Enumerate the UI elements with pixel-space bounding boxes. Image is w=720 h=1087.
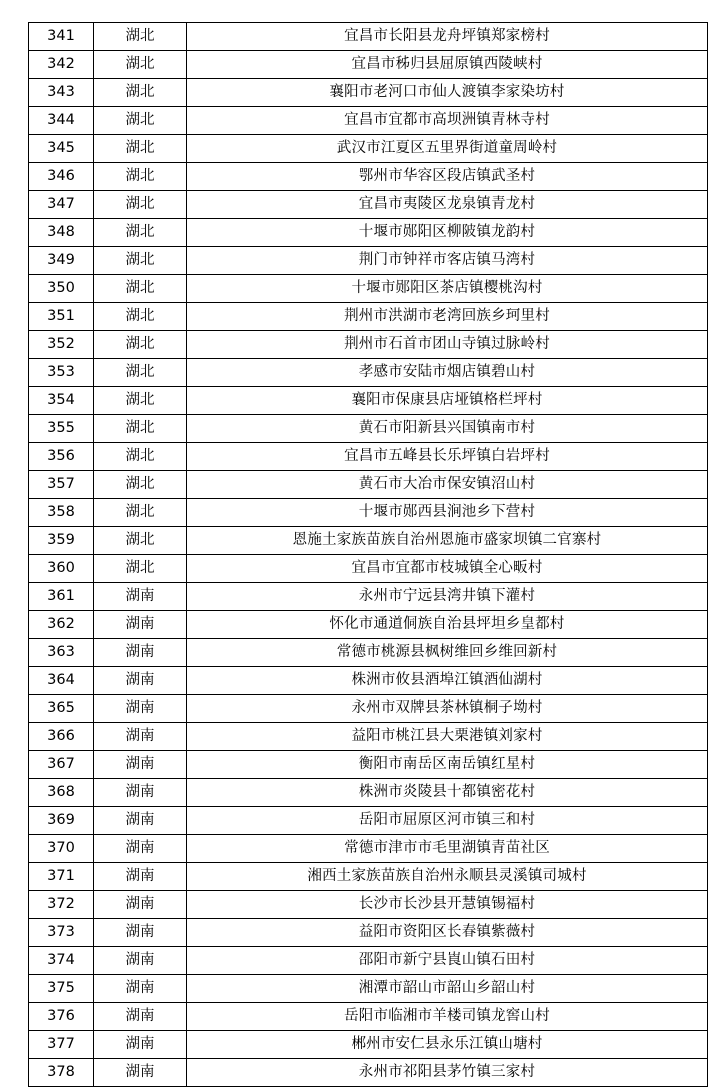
- cell-village-name: 荆门市钟祥市客店镇马湾村: [187, 247, 708, 275]
- cell-province: 湖北: [94, 135, 187, 163]
- cell-village-name: 十堰市郧阳区茶店镇樱桃沟村: [187, 275, 708, 303]
- cell-village-name: 衡阳市南岳区南岳镇红星村: [187, 751, 708, 779]
- cell-index: 361: [29, 583, 94, 611]
- cell-province: 湖北: [94, 247, 187, 275]
- table-row: [29, 555, 708, 583]
- cell-index: 376: [29, 1003, 94, 1031]
- cell-province: 湖南: [94, 779, 187, 807]
- table-row: [29, 835, 708, 863]
- cell-village-name: 株洲市攸县酒埠江镇酒仙湖村: [187, 667, 708, 695]
- cell-province: 湖南: [94, 639, 187, 667]
- cell-village-name: 襄阳市保康县店垭镇格栏坪村: [187, 387, 708, 415]
- cell-village-name: 湘潭市韶山市韶山乡韶山村: [187, 975, 708, 1003]
- cell-province: 湖北: [94, 387, 187, 415]
- cell-province: 湖南: [94, 611, 187, 639]
- cell-village-name: 宜昌市宜都市枝城镇全心畈村: [187, 555, 708, 583]
- table-row: [29, 975, 708, 1003]
- cell-province: 湖南: [94, 807, 187, 835]
- cell-province: 湖北: [94, 527, 187, 555]
- table-row: [29, 667, 708, 695]
- table-row: [29, 611, 708, 639]
- table-row: [29, 695, 708, 723]
- table-row: [29, 163, 708, 191]
- cell-village-name: 宜昌市秭归县屈原镇西陵峡村: [187, 51, 708, 79]
- village-list-table: [28, 22, 708, 1087]
- cell-village-name: 永州市祁阳县茅竹镇三家村: [187, 1059, 708, 1087]
- cell-index: 369: [29, 807, 94, 835]
- cell-index: 357: [29, 471, 94, 499]
- table-row: [29, 1003, 708, 1031]
- table-row: [29, 331, 708, 359]
- table-row: [29, 947, 708, 975]
- cell-village-name: 武汉市江夏区五里界街道童周岭村: [187, 135, 708, 163]
- cell-index: 375: [29, 975, 94, 1003]
- cell-village-name: 宜昌市五峰县长乐坪镇白岩坪村: [187, 443, 708, 471]
- cell-province: 湖南: [94, 723, 187, 751]
- table-row: [29, 247, 708, 275]
- cell-index: 346: [29, 163, 94, 191]
- table-body: [29, 23, 708, 1087]
- table-row: [29, 723, 708, 751]
- cell-village-name: 荆州市石首市团山寺镇过脉岭村: [187, 331, 708, 359]
- table-row: [29, 135, 708, 163]
- table-row: [29, 443, 708, 471]
- cell-index: 355: [29, 415, 94, 443]
- cell-province: 湖南: [94, 1031, 187, 1059]
- cell-village-name: 益阳市桃江县大栗港镇刘家村: [187, 723, 708, 751]
- table-row: [29, 107, 708, 135]
- table-row: [29, 779, 708, 807]
- cell-province: 湖南: [94, 919, 187, 947]
- cell-province: 湖北: [94, 499, 187, 527]
- table-row: [29, 471, 708, 499]
- cell-village-name: 孝感市安陆市烟店镇碧山村: [187, 359, 708, 387]
- table-row: [29, 387, 708, 415]
- cell-province: 湖北: [94, 219, 187, 247]
- cell-province: 湖北: [94, 191, 187, 219]
- cell-index: 368: [29, 779, 94, 807]
- cell-index: 344: [29, 107, 94, 135]
- cell-index: 343: [29, 79, 94, 107]
- table-row: [29, 191, 708, 219]
- cell-index: 354: [29, 387, 94, 415]
- cell-province: 湖北: [94, 303, 187, 331]
- cell-province: 湖南: [94, 835, 187, 863]
- cell-index: 360: [29, 555, 94, 583]
- cell-village-name: 湘西土家族苗族自治州永顺县灵溪镇司城村: [187, 863, 708, 891]
- cell-village-name: 岳阳市临湘市羊楼司镇龙窖山村: [187, 1003, 708, 1031]
- cell-index: 374: [29, 947, 94, 975]
- cell-province: 湖南: [94, 1003, 187, 1031]
- cell-index: 359: [29, 527, 94, 555]
- cell-province: 湖北: [94, 163, 187, 191]
- table-row: [29, 863, 708, 891]
- cell-index: 366: [29, 723, 94, 751]
- cell-index: 371: [29, 863, 94, 891]
- cell-village-name: 十堰市郧西县涧池乡下营村: [187, 499, 708, 527]
- table-row: [29, 751, 708, 779]
- table-row: [29, 499, 708, 527]
- cell-village-name: 宜昌市长阳县龙舟坪镇郑家榜村: [187, 23, 708, 51]
- table-row: [29, 639, 708, 667]
- cell-index: 351: [29, 303, 94, 331]
- cell-index: 342: [29, 51, 94, 79]
- cell-province: 湖北: [94, 79, 187, 107]
- table-row: [29, 919, 708, 947]
- cell-province: 湖南: [94, 1059, 187, 1087]
- cell-province: 湖北: [94, 275, 187, 303]
- cell-province: 湖北: [94, 555, 187, 583]
- table-row: [29, 303, 708, 331]
- cell-index: 356: [29, 443, 94, 471]
- cell-village-name: 株洲市炎陵县十都镇密花村: [187, 779, 708, 807]
- cell-village-name: 郴州市安仁县永乐江镇山塘村: [187, 1031, 708, 1059]
- table-row: [29, 1059, 708, 1087]
- table-row: [29, 219, 708, 247]
- cell-village-name: 宜昌市宜都市高坝洲镇青林寺村: [187, 107, 708, 135]
- table-row: [29, 891, 708, 919]
- cell-province: 湖南: [94, 975, 187, 1003]
- cell-index: 362: [29, 611, 94, 639]
- cell-village-name: 常德市桃源县枫树维回乡维回新村: [187, 639, 708, 667]
- table-row: [29, 807, 708, 835]
- cell-village-name: 永州市宁远县湾井镇下灌村: [187, 583, 708, 611]
- cell-province: 湖南: [94, 891, 187, 919]
- cell-province: 湖南: [94, 863, 187, 891]
- cell-province: 湖北: [94, 443, 187, 471]
- cell-index: 378: [29, 1059, 94, 1087]
- cell-province: 湖北: [94, 107, 187, 135]
- cell-index: 370: [29, 835, 94, 863]
- cell-index: 348: [29, 219, 94, 247]
- table-row: [29, 51, 708, 79]
- cell-province: 湖北: [94, 23, 187, 51]
- cell-index: 349: [29, 247, 94, 275]
- cell-index: 352: [29, 331, 94, 359]
- table-row: [29, 583, 708, 611]
- cell-village-name: 襄阳市老河口市仙人渡镇李家染坊村: [187, 79, 708, 107]
- cell-province: 湖北: [94, 331, 187, 359]
- table-row: [29, 359, 708, 387]
- cell-province: 湖北: [94, 51, 187, 79]
- cell-village-name: 常德市津市市毛里湖镇青苗社区: [187, 835, 708, 863]
- cell-village-name: 黄石市大冶市保安镇沼山村: [187, 471, 708, 499]
- cell-index: 363: [29, 639, 94, 667]
- cell-village-name: 永州市双牌县茶林镇桐子坳村: [187, 695, 708, 723]
- cell-village-name: 荆州市洪湖市老湾回族乡珂里村: [187, 303, 708, 331]
- cell-province: 湖北: [94, 471, 187, 499]
- table-row: [29, 23, 708, 51]
- cell-index: 341: [29, 23, 94, 51]
- cell-village-name: 十堰市郧阳区柳陂镇龙韵村: [187, 219, 708, 247]
- cell-index: 365: [29, 695, 94, 723]
- cell-village-name: 岳阳市屈原区河市镇三和村: [187, 807, 708, 835]
- table-row: [29, 527, 708, 555]
- cell-village-name: 长沙市长沙县开慧镇锡福村: [187, 891, 708, 919]
- cell-province: 湖北: [94, 359, 187, 387]
- cell-province: 湖南: [94, 751, 187, 779]
- cell-index: 345: [29, 135, 94, 163]
- cell-village-name: 邵阳市新宁县崀山镇石田村: [187, 947, 708, 975]
- cell-village-name: 宜昌市夷陵区龙泉镇青龙村: [187, 191, 708, 219]
- cell-index: 372: [29, 891, 94, 919]
- cell-index: 377: [29, 1031, 94, 1059]
- cell-village-name: 恩施土家族苗族自治州恩施市盛家坝镇二官寨村: [187, 527, 708, 555]
- table-row: [29, 79, 708, 107]
- cell-province: 湖南: [94, 947, 187, 975]
- cell-village-name: 怀化市通道侗族自治县坪坦乡皇都村: [187, 611, 708, 639]
- cell-village-name: 益阳市资阳区长春镇紫薇村: [187, 919, 708, 947]
- cell-province: 湖南: [94, 583, 187, 611]
- cell-village-name: 黄石市阳新县兴国镇南市村: [187, 415, 708, 443]
- cell-province: 湖北: [94, 415, 187, 443]
- cell-index: 364: [29, 667, 94, 695]
- cell-province: 湖南: [94, 667, 187, 695]
- cell-index: 358: [29, 499, 94, 527]
- table-row: [29, 415, 708, 443]
- cell-index: 353: [29, 359, 94, 387]
- table-row: [29, 275, 708, 303]
- cell-province: 湖南: [94, 695, 187, 723]
- cell-index: 350: [29, 275, 94, 303]
- cell-index: 373: [29, 919, 94, 947]
- cell-index: 347: [29, 191, 94, 219]
- cell-index: 367: [29, 751, 94, 779]
- cell-village-name: 鄂州市华容区段店镇武圣村: [187, 163, 708, 191]
